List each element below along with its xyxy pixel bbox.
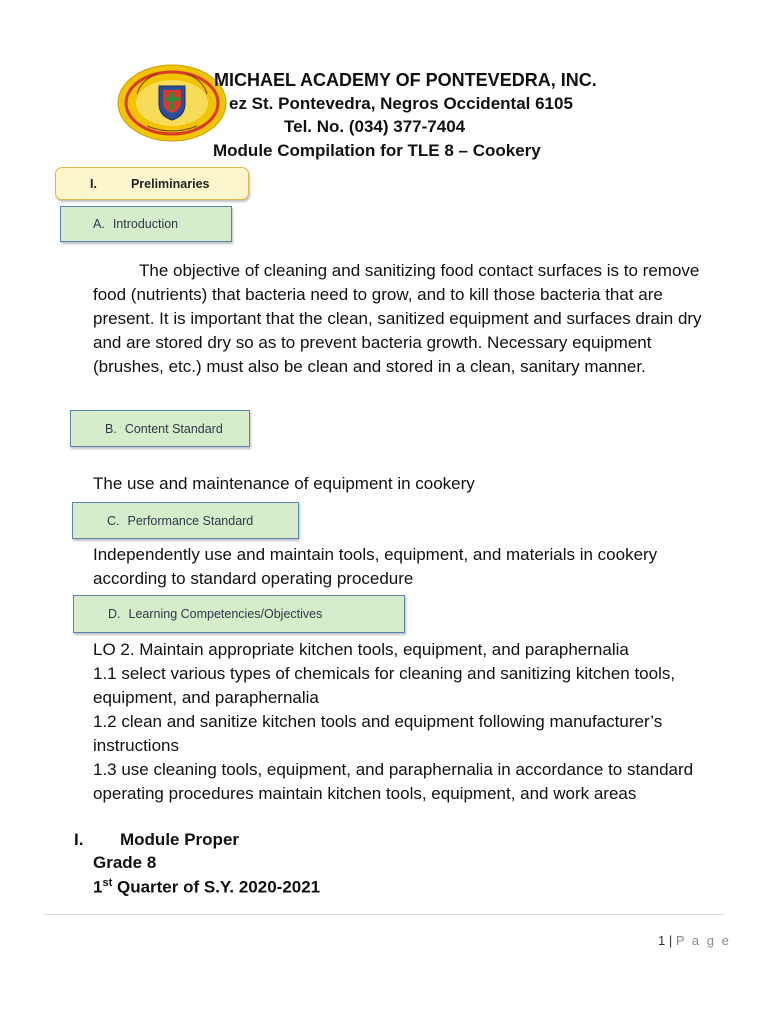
learning-competencies-label: Learning Competencies/Objectives — [128, 607, 323, 621]
learning-competencies-list — [93, 638, 713, 806]
learning-competency-item: 1.2 clean and sanitize kitchen tools and equipment following manufacturer’s instructions — [93, 712, 663, 755]
module-title: Module Compilation for TLE 8 – Cookery — [213, 141, 541, 160]
module-proper-heading: Module Proper — [120, 830, 240, 849]
preliminaries-numeral: I. — [90, 176, 97, 191]
performance-standard-banner — [72, 502, 299, 539]
learning-competencies-banner — [73, 595, 405, 633]
performance-standard-label: Performance Standard — [127, 513, 254, 528]
introduction-letter: A. — [93, 217, 105, 231]
quarter-superscript: st — [102, 877, 113, 889]
school-address: ez St. Pontevedra, Negros Occidental 6105 — [229, 94, 573, 113]
school-telephone: Tel. No. (034) 377-7404 — [284, 117, 466, 136]
module-proper-numeral: I. — [74, 830, 84, 849]
introduction-label: Introduction — [112, 217, 179, 231]
content-standard-text: The use and maintenance of equipment in cookery — [93, 474, 475, 493]
learning-competencies-letter: D. — [108, 607, 121, 621]
learning-competency-item: LO 2. Maintain appropriate kitchen tools, equipment, and paraphernalia — [93, 640, 629, 659]
performance-standard-letter: C. — [107, 513, 120, 528]
learning-competency-item: 1.3 use cleaning tools, equipment, and paraphernalia in accordance to standard operating procedures maintain kitchen tools, equipment, and work areas — [93, 760, 694, 803]
quarter-number: 1 — [93, 877, 103, 897]
learning-competency-item: 1.1 select various types of chemicals for cleaning and sanitizing kitchen tools, equipment, and paraphernalia — [93, 664, 676, 707]
school-seal-icon — [117, 64, 227, 142]
quarter-text: Quarter of S.Y. 2020-2021 — [112, 877, 321, 897]
content-standard-label: Content Standard — [124, 421, 223, 436]
school-name: MICHAEL ACADEMY OF PONTEVEDRA, INC. — [214, 70, 597, 90]
page-number — [658, 933, 731, 948]
preliminaries-banner — [55, 167, 249, 200]
grade-level: Grade 8 — [93, 853, 157, 872]
performance-standard-text: Independently use and maintain tools, equipment, and materials in cookery according to standard operating procedure — [93, 545, 658, 588]
footer-divider — [44, 914, 724, 915]
quarter-info — [93, 877, 320, 898]
page-label: P a g e — [675, 933, 731, 948]
page-number-value: 1 — [658, 933, 666, 948]
introduction-banner — [60, 206, 232, 242]
page-separator: | — [668, 933, 673, 948]
content-standard-banner — [70, 410, 250, 447]
introduction-text: The objective of cleaning and sanitizing food contact surfaces is to remove food (nutrients) that bacteria need to grow, and to kill those bacteria that are present. It is important that the clean, sanitized equipment and surfaces drain dry and are stored dry so as to prevent bacteria growth. Necessary equipment (brushes, etc.) must also be clean and stored in a clean, sanitary manner. — [93, 261, 702, 376]
content-standard-letter: B. — [105, 421, 117, 436]
preliminaries-label: Preliminaries — [130, 176, 210, 191]
